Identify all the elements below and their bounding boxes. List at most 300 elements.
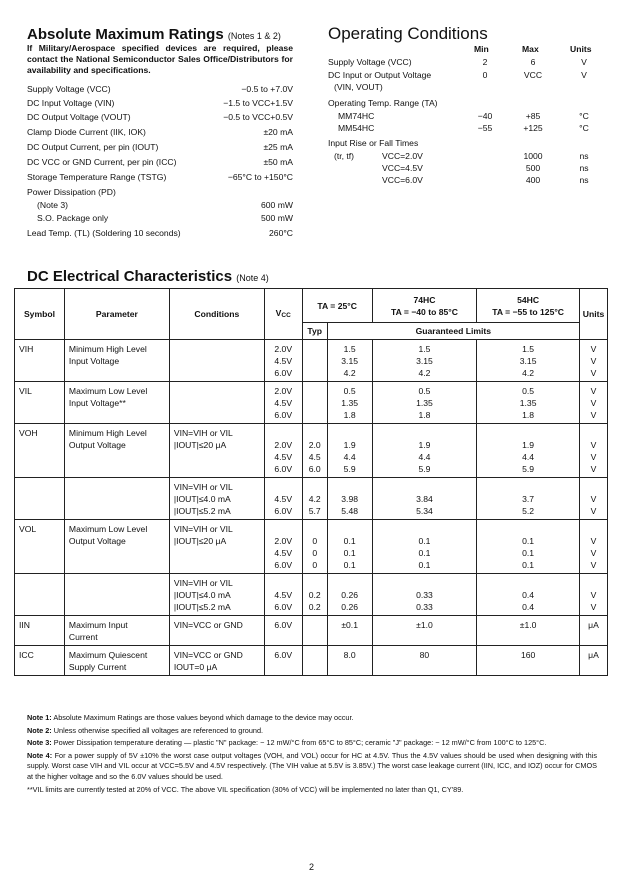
dc-conditions-line: |IOUT|≤4.0 mA xyxy=(173,590,231,600)
dc-vcc xyxy=(265,574,302,615)
oc-label: Input Rise or Fall Times xyxy=(328,138,419,148)
dc-spacer xyxy=(269,481,298,493)
dc-ta25-cell xyxy=(327,574,372,616)
amr-label: Power Dissipation (PD) xyxy=(27,187,116,197)
dc-units-line: V xyxy=(590,548,597,558)
amr-row xyxy=(37,213,293,225)
dc-units-line: V xyxy=(590,398,597,408)
dc-row xyxy=(15,382,608,424)
dc-typ-cell xyxy=(302,574,327,616)
dc-54hc-line: 0.1 xyxy=(522,536,535,546)
note-text: For a power supply of 5V ±10% the worst case output voltages (VOH, and VOL) occur for HC at 4.5V. Thus the 4.5V values should be used when designing with this supply. Worst case VIH and VIL occur at VCC=5.5V and 4.5V respectively. (The VIH value at 5.5V is 3.85V.) The worst case leakage current (IIN, ICC, and IOZ) occur for CMOS at the higher voltage and so the 6.0V values should be used. xyxy=(27,750,598,781)
dc-ta25-line: 0.5 xyxy=(343,386,356,396)
dc-typ-cell xyxy=(302,646,327,676)
dc-parameter xyxy=(65,424,169,453)
dc-ta25 xyxy=(328,616,372,633)
dc-header-54hc-range: TA = −55 to 125°C xyxy=(492,306,564,317)
dc-symbol-cell xyxy=(15,340,65,382)
dc-header-54hc xyxy=(477,289,580,323)
dc-title xyxy=(27,268,269,285)
dc-units-line: V xyxy=(590,410,597,420)
dc-ta25-line: 1.9 xyxy=(343,440,356,450)
dc-typ-line: 0 xyxy=(312,548,318,558)
dc-units xyxy=(580,382,607,423)
dc-74hc-line: 5.34 xyxy=(416,506,433,516)
dc-conditions-line: |IOUT|≤20 μA xyxy=(173,440,227,450)
amr-value: ±25 mA xyxy=(263,142,293,152)
dc-vcc-cell xyxy=(264,646,302,676)
dc-spacer xyxy=(481,523,575,535)
dc-vcc-cell xyxy=(264,616,302,646)
dc-ta25-line: 0.1 xyxy=(343,548,356,558)
amr-label: DC VCC or GND Current, per pin (ICC) xyxy=(27,157,177,167)
dc-conditions-line: |IOUT|≤4.0 mA xyxy=(173,494,231,504)
oc-units: ns xyxy=(579,175,589,185)
dc-typ-line: 0.2 xyxy=(308,602,321,612)
dc-54hc-line: 1.5 xyxy=(522,344,535,354)
amr-label: Lead Temp. (TL) (Soldering 10 seconds) xyxy=(27,228,181,238)
dc-spacer xyxy=(307,523,323,535)
oc-header-units: Units xyxy=(570,44,592,54)
note-text: Unless otherwise specified all voltages are referenced to ground. xyxy=(53,725,264,735)
dc-header-74hc xyxy=(372,289,477,323)
dc-conditions-cell xyxy=(169,340,264,382)
dc-units-line: V xyxy=(590,494,597,504)
dc-typ xyxy=(303,520,327,573)
oc-units: ns xyxy=(579,151,589,161)
dc-symbol-text: VOL xyxy=(19,524,37,534)
dc-units xyxy=(580,424,607,477)
dc-parameter xyxy=(65,382,169,411)
dc-units xyxy=(580,646,607,663)
note-tag: Note 1: xyxy=(27,713,52,722)
dc-spacer xyxy=(332,523,368,535)
dc-vcc xyxy=(265,382,302,423)
dc-parameter-cell xyxy=(64,616,169,646)
dc-symbol-cell xyxy=(15,424,65,478)
dc-typ-line xyxy=(307,619,323,631)
dc-units-cell xyxy=(579,478,607,520)
note-tag: Note 4: xyxy=(27,750,53,760)
dc-parameter-line: Input Voltage** xyxy=(68,398,126,408)
dc-typ-line xyxy=(307,397,323,409)
dc-54hc-cell xyxy=(477,478,580,520)
dc-units-line: V xyxy=(590,464,597,474)
dc-notes-ref: (Note 4) xyxy=(236,273,269,283)
dc-typ-line xyxy=(307,649,323,661)
oc-label: (VIN, VOUT) xyxy=(334,82,383,92)
dc-typ-line: 0.2 xyxy=(308,590,321,600)
dc-vcc xyxy=(265,340,302,381)
dc-conditions-cell xyxy=(169,424,264,478)
dc-ta25 xyxy=(328,382,372,423)
dc-symbol-cell xyxy=(15,616,65,646)
dc-symbol xyxy=(15,424,64,441)
dc-units xyxy=(580,340,607,381)
dc-typ-line: 0 xyxy=(312,536,318,546)
dc-units-cell xyxy=(579,574,607,616)
dc-74hc xyxy=(373,478,477,519)
dc-vcc-cell xyxy=(264,574,302,616)
dc-vcc-cell xyxy=(264,382,302,424)
dc-parameter-line: Output Voltage xyxy=(68,536,126,546)
dc-54hc-cell xyxy=(477,574,580,616)
dc-conditions-line: |IOUT|≤5.2 mA xyxy=(173,506,231,516)
dc-parameter xyxy=(65,646,169,675)
dc-74hc-cell xyxy=(372,616,477,646)
amr-label: DC Input Voltage (VIN) xyxy=(27,98,115,108)
dc-typ xyxy=(303,646,327,663)
dc-54hc-line: 4.2 xyxy=(522,368,535,378)
dc-spacer xyxy=(481,577,575,589)
dc-symbol-text: ICC xyxy=(19,650,34,660)
dc-74hc-line: 1.5 xyxy=(418,344,431,354)
dc-row xyxy=(15,520,608,574)
dc-vcc-line: 4.5V xyxy=(274,452,293,462)
amr-row xyxy=(27,98,293,110)
dc-54hc-cell xyxy=(477,340,580,382)
dc-vcc xyxy=(265,520,302,573)
dc-54hc-line: 0.5 xyxy=(522,386,535,396)
dc-typ xyxy=(303,574,327,615)
dc-54hc xyxy=(477,646,579,663)
amr-row xyxy=(27,157,293,169)
dc-units-line: μA xyxy=(588,620,599,630)
dc-ta25-cell xyxy=(327,478,372,520)
dc-header-symbol: Symbol xyxy=(15,289,65,340)
dc-header-parameter: Parameter xyxy=(64,289,169,340)
dc-row xyxy=(15,646,608,676)
dc-typ-cell xyxy=(302,424,327,478)
oc-units: ns xyxy=(579,163,589,173)
note-item xyxy=(27,785,597,796)
dc-conditions-cell xyxy=(169,574,264,616)
dc-parameter xyxy=(65,616,169,645)
dc-typ xyxy=(303,382,327,423)
dc-54hc xyxy=(477,424,579,477)
dc-vcc-line: 6.0V xyxy=(274,464,293,474)
dc-units-cell xyxy=(579,424,607,478)
dc-spacer xyxy=(269,523,298,535)
oc-max: +85 xyxy=(525,111,541,121)
dc-typ-line: 4.5 xyxy=(308,452,321,462)
dc-spacer xyxy=(332,481,368,493)
amr-row xyxy=(27,142,293,154)
dc-units-line: V xyxy=(590,386,597,396)
amr-warning: If Military/Aerospace specified devices are required, please contact the National Semiconductor Sales Office/Distributors for availability and specifications. xyxy=(27,43,293,75)
amr-row xyxy=(27,84,293,96)
dc-54hc-line: 0.4 xyxy=(522,602,535,612)
dc-conditions-line: VIN=VIH or VIL xyxy=(173,524,233,534)
dc-54hc xyxy=(477,382,579,423)
dc-ta25-line: ±0.1 xyxy=(341,620,358,630)
note-item xyxy=(27,751,597,783)
dc-typ-line xyxy=(307,409,323,421)
dc-ta25 xyxy=(328,646,372,663)
dc-symbol xyxy=(15,520,64,537)
dc-parameter-line: Minimum High Level xyxy=(68,344,147,354)
dc-symbol xyxy=(15,616,64,633)
dc-conditions xyxy=(170,424,264,453)
dc-header-typ: Typ xyxy=(302,323,327,340)
dc-conditions xyxy=(170,382,264,387)
dc-conditions-line: |IOUT|≤20 μA xyxy=(173,536,227,546)
dc-ta25 xyxy=(328,424,372,477)
dc-row xyxy=(15,574,608,616)
dc-ta25 xyxy=(328,574,372,615)
dc-vcc-line: 6.0V xyxy=(274,560,293,570)
dc-ta25-cell xyxy=(327,424,372,478)
dc-spacer xyxy=(332,577,368,589)
dc-ta25-line: 5.9 xyxy=(343,464,356,474)
dc-54hc-line: 0.1 xyxy=(522,560,535,570)
dc-symbol xyxy=(15,382,64,399)
dc-units-line: V xyxy=(590,344,597,354)
oc-min: 0 xyxy=(482,70,488,80)
note-tag: Note 2: xyxy=(27,725,52,735)
oc-condition: VCC=6.0V xyxy=(382,175,423,185)
dc-ta25-cell xyxy=(327,616,372,646)
dc-74hc-line: 0.1 xyxy=(418,560,431,570)
dc-ta25-line: 8.0 xyxy=(343,650,356,660)
note-item xyxy=(27,713,597,724)
amr-row xyxy=(37,200,293,212)
amr-value: −0.5 to +7.0V xyxy=(241,84,293,94)
dc-54hc-line: 1.8 xyxy=(522,410,535,420)
amr-row xyxy=(27,228,293,240)
dc-typ-line: 4.2 xyxy=(308,494,321,504)
dc-74hc xyxy=(373,646,477,663)
dc-vcc-line: 6.0V xyxy=(274,410,293,420)
dc-54hc-line: 1.35 xyxy=(519,398,537,408)
dc-typ-cell xyxy=(302,478,327,520)
dc-spacer xyxy=(377,577,473,589)
dc-54hc-cell xyxy=(477,616,580,646)
dc-ta25-cell xyxy=(327,382,372,424)
dc-54hc-line: 0.1 xyxy=(522,548,535,558)
dc-vcc-cell xyxy=(264,520,302,574)
dc-74hc-cell xyxy=(372,520,477,574)
dc-54hc xyxy=(477,574,579,615)
dc-units-line: μA xyxy=(588,650,599,660)
dc-parameter-line: Input Voltage xyxy=(68,356,120,366)
dc-typ-line: 0 xyxy=(312,560,318,570)
dc-units xyxy=(580,478,607,519)
oc-min: 2 xyxy=(482,57,488,67)
oc-condition: VCC=4.5V xyxy=(382,163,423,173)
dc-74hc-line: 0.33 xyxy=(416,590,433,600)
dc-typ-line xyxy=(307,343,323,355)
oc-max: +125 xyxy=(523,123,543,133)
oc-header-max: Max xyxy=(522,44,539,54)
amr-notes-ref: (Notes 1 & 2) xyxy=(227,31,281,41)
dc-symbol-cell xyxy=(15,478,65,520)
dc-parameter xyxy=(65,520,169,549)
dc-symbol-cell xyxy=(15,382,65,424)
dc-typ-line xyxy=(307,385,323,397)
dc-ta25-line: 0.26 xyxy=(341,590,359,600)
dc-54hc-line: 3.15 xyxy=(519,356,537,366)
dc-conditions-line: VIN=VIH or VIL xyxy=(173,482,233,492)
dc-vcc-line: 6.0V xyxy=(274,602,293,612)
amr-row xyxy=(27,187,293,199)
dc-parameter-cell xyxy=(64,478,169,520)
oc-units: V xyxy=(581,70,587,80)
dc-units-cell xyxy=(579,616,607,646)
dc-74hc xyxy=(373,574,477,615)
dc-74hc xyxy=(373,520,477,573)
dc-74hc-line: 4.4 xyxy=(418,452,431,462)
oc-label: Operating Temp. Range (TA) xyxy=(328,98,438,108)
oc-max: 400 xyxy=(525,175,541,185)
oc-label: Supply Voltage (VCC) xyxy=(328,57,412,67)
dc-conditions xyxy=(170,574,264,615)
dc-spacer xyxy=(307,481,323,493)
dc-row xyxy=(15,616,608,646)
dc-74hc-line: 3.84 xyxy=(416,494,433,504)
dc-74hc xyxy=(373,424,477,477)
dc-parameter-cell xyxy=(64,382,169,424)
dc-vcc-cell xyxy=(264,478,302,520)
dc-row xyxy=(15,478,608,520)
dc-header-guaranteed: Guaranteed Limits xyxy=(327,323,579,340)
dc-spacer xyxy=(481,427,575,439)
dc-spacer xyxy=(377,427,473,439)
dc-vcc xyxy=(265,646,302,663)
amr-label: Clamp Diode Current (IIK, IOK) xyxy=(27,127,146,137)
dc-ta25-line: 0.26 xyxy=(341,602,359,612)
dc-parameter-line: Current xyxy=(68,632,98,642)
dc-vcc-line: 2.0V xyxy=(274,386,293,396)
dc-conditions xyxy=(170,340,264,345)
dc-typ-line: 6.0 xyxy=(308,464,321,474)
dc-spacer xyxy=(584,427,603,439)
dc-spacer xyxy=(332,427,368,439)
amr-label: S.O. Package only xyxy=(37,213,109,223)
dc-parameter-line: Supply Current xyxy=(68,662,127,672)
dc-54hc-cell xyxy=(477,646,580,676)
dc-ta25-line: 3.15 xyxy=(341,356,359,366)
notes-section xyxy=(27,713,597,797)
dc-typ xyxy=(303,424,327,477)
dc-vcc-line: 4.5V xyxy=(274,398,293,408)
dc-header-conditions: Conditions xyxy=(169,289,264,340)
dc-parameter-cell xyxy=(64,340,169,382)
oc-condition: VCC=2.0V xyxy=(382,151,423,161)
dc-ta25-line: 1.8 xyxy=(343,410,356,420)
dc-header-vcc: $V_{CC}$ xyxy=(264,289,302,340)
amr-title-text: Absolute Maximum Ratings xyxy=(27,26,224,43)
dc-units xyxy=(580,616,607,633)
dc-parameter xyxy=(65,340,169,369)
dc-vcc xyxy=(265,616,302,633)
dc-parameter-line: Maximum Input xyxy=(68,620,128,630)
dc-conditions-line: VIN=VIH or VIL xyxy=(173,428,233,438)
dc-parameter-cell xyxy=(64,520,169,574)
dc-vcc-line: 6.0V xyxy=(274,368,293,378)
dc-54hc xyxy=(477,340,579,381)
dc-conditions xyxy=(170,616,264,633)
amr-label: Storage Temperature Range (TSTG) xyxy=(27,172,167,182)
dc-54hc-line: 5.2 xyxy=(522,506,535,516)
dc-conditions-line: VIN=VIH or VIL xyxy=(173,578,233,588)
note-item xyxy=(27,726,597,737)
dc-header-74hc-label: 74HC xyxy=(413,294,436,305)
dc-54hc xyxy=(477,616,579,633)
dc-units-cell xyxy=(579,520,607,574)
dc-row xyxy=(15,340,608,382)
amr-label: (Note 3) xyxy=(37,200,69,210)
dc-conditions-line: VIN=VCC or GND xyxy=(173,650,243,660)
dc-ta25-line: 1.35 xyxy=(341,398,359,408)
dc-units-line: V xyxy=(590,452,597,462)
dc-ta25-line: 5.48 xyxy=(341,506,359,516)
amr-value: ±20 mA xyxy=(263,127,293,137)
dc-parameter-cell xyxy=(64,646,169,676)
dc-conditions-cell xyxy=(169,382,264,424)
amr-value: −1.5 to VCC+1.5V xyxy=(223,98,293,108)
dc-ta25 xyxy=(328,340,372,381)
dc-symbol-text: IIN xyxy=(19,620,30,630)
dc-symbol-cell xyxy=(15,574,65,616)
oc-min: −40 xyxy=(477,111,493,121)
dc-54hc-line: 160 xyxy=(520,650,536,660)
dc-units-line: V xyxy=(590,602,597,612)
dc-spacer xyxy=(377,523,473,535)
dc-conditions xyxy=(170,646,264,675)
note-text: Power Dissipation temperature derating — plastic "N" package: − 12 mW/°C from 65°C to 85°C; ceramic "J" package: − 12 mW/°C from 100°C to 125°C. xyxy=(53,738,547,748)
dc-74hc-line: 3.15 xyxy=(416,356,433,366)
dc-74hc-cell xyxy=(372,340,477,382)
dc-ta25-cell xyxy=(327,340,372,382)
dc-ta25-line: 0.1 xyxy=(343,536,356,546)
dc-spacer xyxy=(307,427,323,439)
dc-vcc-line: 4.5V xyxy=(274,548,293,558)
dc-ta25 xyxy=(328,520,372,573)
dc-typ-line xyxy=(307,355,323,367)
dc-vcc-line: 2.0V xyxy=(274,344,293,354)
dc-74hc xyxy=(373,616,477,633)
dc-parameter-cell xyxy=(64,574,169,616)
dc-conditions-cell xyxy=(169,520,264,574)
amr-value: −65°C to +150°C xyxy=(227,172,293,182)
dc-ta25-cell xyxy=(327,646,372,676)
dc-vcc-line: 6.0V xyxy=(274,650,293,660)
dc-typ-line: 2.0 xyxy=(308,440,321,450)
dc-spacer xyxy=(307,577,323,589)
amr-value: 500 mW xyxy=(261,213,293,223)
dc-units xyxy=(580,520,607,573)
dc-vcc xyxy=(265,478,302,519)
oc-max: 6 xyxy=(530,57,536,67)
dc-74hc xyxy=(373,340,477,381)
dc-ta25-line: 0.1 xyxy=(343,560,356,570)
dc-symbol xyxy=(15,340,64,357)
dc-54hc-cell xyxy=(477,424,580,478)
oc-max: VCC xyxy=(523,70,543,80)
dc-typ xyxy=(303,340,327,381)
dc-parameter xyxy=(65,574,169,579)
dc-54hc-line: 5.9 xyxy=(522,464,535,474)
dc-74hc-line: 4.2 xyxy=(418,368,431,378)
dc-74hc-cell xyxy=(372,574,477,616)
dc-table xyxy=(14,288,608,676)
dc-typ-cell xyxy=(302,340,327,382)
amr-row xyxy=(27,112,293,124)
dc-symbol xyxy=(15,646,64,663)
dc-54hc-line: 3.7 xyxy=(522,494,535,504)
dc-symbol xyxy=(15,478,64,483)
